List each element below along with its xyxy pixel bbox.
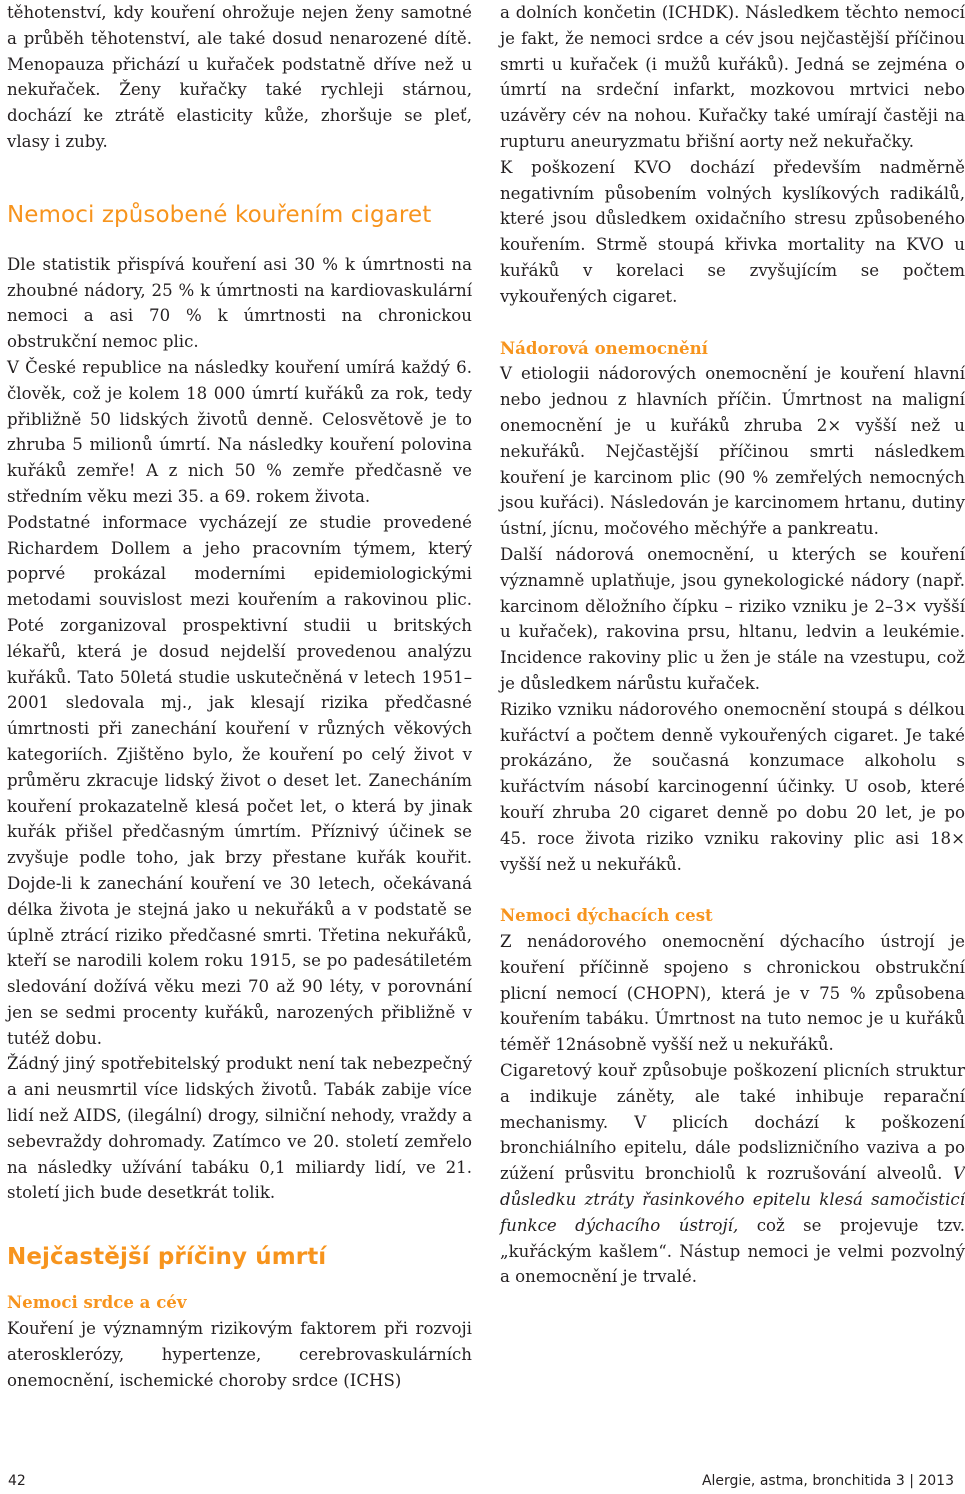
paragraph-kvo: K poškození KVO dochází především nadměrně negativním působením volných kyslíkových radikálů, které jsou důsledkem oxidačního stresu způsobeného kouřením. Strmě stoupá křivka mortality na KVO u kuřáků v korelaci se zvyšujícím se počtem vykouřených cigaret. bbox=[500, 157, 965, 306]
paragraph-tumor-etiology: V etiologii nádorových onemocnění je kouření hlavní nebo jednou z hlavních příčin. Úmrtnost na maligní onemocnění je u kuřáků zhruba 2× vyšší než u nekuřáků. Nejčastější příčinou smrti následkem kouření je karcinom plic (90 % zemřelých nemocných jsou kuřáci). Následován je karcinomem hrtanu, dutiny ústní, jícnu, močového měchýře a pankreatu. bbox=[500, 364, 965, 539]
paragraph-tumor-risk: Riziko vzniku nádorového onemocnění stoupá s délkou kuřáctví a počtem denně vykouřených cigaret. Je také prokázáno, že současná konzumace alkoholu s kuřáctvím násobí karcinogenní účinky. U osob, které kouří zhruba 20 cigaret denně po dobu 20 let, je po 45. roce života riziko vzniku rakoviny plic asi 18× vyšší než u nekuřáků. bbox=[500, 699, 965, 874]
page-number: 42 bbox=[8, 1473, 26, 1489]
paragraph-czech-deaths: V České republice na následky kouření umírá každý 6. člověk, což je kolem 18 000 úmrtí kuřáků za rok, tedy přibližně 50 lidských životů denně. Celosvětově je to zhruba 5 milionů úmrtí. Na následky kouření polovina kuřáků zemře! A z nich 50 % zemře předčasně ve středním věku mezi 35. a 69. rokem života. bbox=[7, 357, 472, 506]
paragraph-doll-study: Podstatné informace vycházejí ze studie provedené Richardem Dollem a jeho pracovním týmem, který poprvé prokázal moderními epidemiologickými metodami souvislost mezi kouřením a rakovinou plic. Poté zorganizoval prospektivní studii u britských lékařů, která je dosud nejdelší provedenou analýzu kuřáků. Tato 50letá studie uskutečněná v letech 1951–2001 sledovala mj., jak klesají rizika předčasné úmrtnosti při zanechání kouření v různých věkových kategoriích. Zjištěno bylo, že kouření po celý život v průměru zkracuje lidský život o deset let. Zanecháním kouření prokazatelně klesá počet let, o která by jinak kuřák přišel předčasným úmrtím. Příznivý účinek se zvyšuje podle toho, jak brzy přestane kuřák kouřit. Dojde-li k zanechání kouření ve 30 letech, očekávaná délka života je stejná jako u nekuřáků a v podstatě se úplně ztrácí riziko předčasné smrti. Třetina nekuřáků, kteří se narodili kolem roku 1915, se po padesátiletém sledování dožívá věku mezi 70 až 90 léty, v porovnání jen se sedmi procenty kuřáků, narozených přibližně v tutéž dobu. bbox=[7, 512, 472, 1048]
paragraph-heart-start: Kouření je významným rizikovým faktorem při rozvoji aterosklerózy, hypertenze, cerebrovaskulárních onemocnění, ischemické choroby srdce (ICHS) bbox=[7, 1319, 472, 1390]
smoke-damage-text-b: což se projevuje tzv. „kuřáckým kašlem“. Nástup nemoci je velmi pozvolný a onemocnění je trvalé. bbox=[500, 1215, 965, 1287]
paragraph-heart-cont: a dolních končetin (ICHDK). Následkem těchto nemocí je fakt, že nemoci srdce a cév jsou nejčastější příčinou smrti u kuřaček (i mužů kuřáků). Jedná se zejména o úmrtí na srdeční infarkt, mozkovou mrtvici nebo uzávěry cév na nohou. Kuřačky také umírají častěji na rupturu aneuryzmatu břišní aorty než nekuřačky. bbox=[500, 3, 965, 151]
paragraph-tobacco-product: Žádný jiný spotřebitelský produkt není tak nebezpečný a ani neusmrtil více lidských životů. Tabák zabije více lidí než AIDS, (ilegální) drogy, silniční nehody, vraždy a sebevraždy dohromady. Zatímco ve 20. století zemřelo na následky užívání tabáku 0,1 miliardy lidí, ve 21. století jich bude desetkrát tolik. bbox=[7, 1054, 472, 1203]
smoke-damage-text-a: Cigaretový kouř způsobuje poškození plicních struktur a indikuje záněty, ale také inhibuje reparační mechanismy. V plicích dochází k poškození bronchiálního epitelu, dále podslizničního vaziva a po zúžení průsvitu bronchiolů k rozrušování alveolů. bbox=[500, 1061, 965, 1184]
paragraph-smoke-damage bbox=[500, 1058, 965, 1290]
subheading-respiratory: Nemoci dýchacích cest bbox=[500, 905, 713, 926]
section-heading-causes: Nejčastější příčiny úmrtí bbox=[7, 1244, 327, 1271]
intro-paragraph: těhotenství, kdy kouření ohrožuje nejen ženy samotné a průběh těhotenství, ale také dosud nenarozené dítě. Menopauza přichází u kuřaček podstatně dříve než u nekuřaček. Ženy kuřačky také rychleji stárnou, dochází ke ztrátě elasticity kůže, zhoršuje se pleť, vlasy i zuby. bbox=[7, 3, 472, 151]
left-column bbox=[7, 0, 472, 1393]
paragraph-copd: Z nenádorového onemocnění dýchacího ústrojí je kouření příčinně spojeno s chronickou obstrukční plicní nemocí (CHOPN), která je v 75 % způsobena kouřením tabáku. Úmrtnost na tuto nemoc je u kuřáků téměř 12násobně vyšší než u nekuřáků. bbox=[500, 932, 965, 1055]
right-column bbox=[500, 0, 965, 1290]
section-heading-diseases: Nemoci způsobené kouřením cigaret bbox=[7, 201, 432, 228]
journal-footer: Alergie, astma, bronchitida 3 | 2013 bbox=[701, 1473, 954, 1489]
smoke-damage-text-italic: V důsledku ztráty řasinkového epitelu klesá samočisticí funkce dýchacího ústrojí, bbox=[500, 1164, 965, 1235]
paragraph-statistics: Dle statistik přispívá kouření asi 30 % k úmrtnosti na zhoubné nádory, 25 % k úmrtnosti na kardiovaskulární nemoci a asi 70 % k úmrtnosti na chronickou obstrukční nemoc plic. bbox=[7, 254, 472, 352]
subheading-tumor: Nádorová onemocnění bbox=[500, 337, 708, 358]
subheading-heart: Nemoci srdce a cév bbox=[7, 1292, 187, 1313]
paragraph-tumor-other: Další nádorová onemocnění, u kterých se kouření významně uplatňuje, jsou gynekologické nádory (např. karcinom děložního čípku – riziko vzniku je 2–3× vyšší u kuřaček), rakovina prsu, hltanu, ledvin a leukémie. Incidence rakoviny plic u žen je stále na vzestupu, což je důsledkem nárůstu kuřaček. bbox=[500, 544, 965, 693]
